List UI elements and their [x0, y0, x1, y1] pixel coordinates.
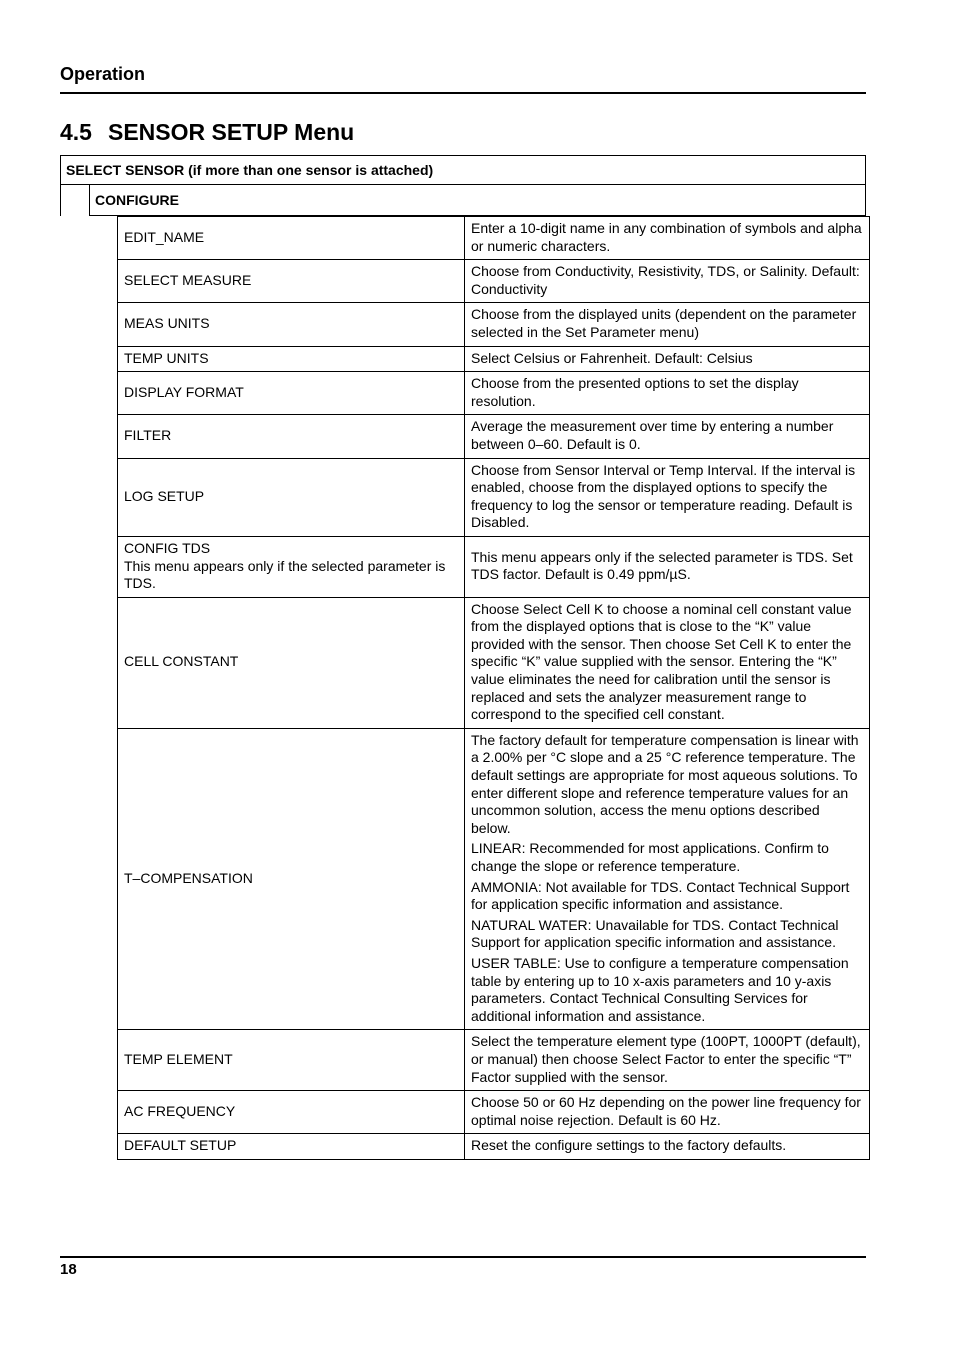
option-name-text: CELL CONSTANT [124, 653, 239, 670]
option-name-text: DEFAULT SETUP [124, 1137, 237, 1154]
option-name-cell [118, 217, 465, 260]
table-row [118, 260, 870, 303]
menu-level-select-sensor: SELECT SENSOR (if more than one sensor is attached) [60, 155, 866, 185]
option-name-text: CONFIG TDS [124, 539, 211, 556]
option-name-cell [118, 728, 465, 1030]
option-description-cell [465, 372, 870, 415]
option-description-cell [465, 217, 870, 260]
menu-level-configure: CONFIGURE [89, 185, 866, 216]
table-row [118, 372, 870, 415]
option-description-cell [465, 415, 870, 458]
table-row [118, 415, 870, 458]
option-description-cell [465, 1030, 870, 1091]
table-row [118, 536, 870, 597]
table-row [118, 217, 870, 260]
option-name-cell [118, 458, 465, 536]
header-rule [60, 92, 866, 94]
option-name-text: FILTER [124, 427, 172, 444]
table-row [118, 597, 870, 728]
option-name-cell [118, 1091, 465, 1134]
option-description-text: Select Celsius or Fahrenheit. Default: Celsius [471, 349, 753, 366]
option-description-text: Choose from Sensor Interval or Temp Interval. If the interval is enabled, choose from the displayed options to specify the frequency to log the sensor or temperature reading. Default is Disabled. [471, 461, 856, 531]
option-description-cell [465, 1134, 870, 1160]
option-description-text: Choose from Conductivity, Resistivity, TDS, or Salinity. Default: Conductivity [471, 263, 860, 297]
footer-rule [60, 1256, 866, 1258]
option-description-text: This menu appears only if the selected parameter is TDS. Set TDS factor. Default is 0.49 ppm/µS. [471, 548, 853, 583]
option-name-cell [118, 260, 465, 303]
option-name-cell [118, 1134, 465, 1160]
option-description-text: Choose Select Cell K to choose a nominal cell constant value from the displayed options that is close to the “K” value provided with the sensor. Then choose Set Cell K to enter the specific “K” value supplied with the sensor. Entering the “K” value eliminates the need for calibration until the sensor is replaced and sets the analyzer measurement range to correspond to the specified cell constant. [471, 600, 852, 723]
option-description-cell [465, 597, 870, 728]
option-name-cell [118, 597, 465, 728]
option-name-text: TEMP UNITS [124, 349, 209, 366]
table-row [118, 346, 870, 372]
option-name-cell [118, 415, 465, 458]
option-description-cell [465, 303, 870, 346]
menu-indent-line [60, 185, 61, 216]
table-row [118, 1134, 870, 1160]
option-name-text: SELECT MEASURE [124, 271, 252, 288]
option-description-text: USER TABLE: Use to configure a temperature compensation table by entering up to 10 x-axis parameters and 10 y-axis parameters. Contact Technical Consulting Services for additional information and assistance. [471, 954, 849, 1024]
option-description-cell [465, 728, 870, 1030]
option-name-text: LOG SETUP [124, 487, 205, 504]
table-row [118, 1091, 870, 1134]
option-name-cell [118, 372, 465, 415]
table-row [118, 303, 870, 346]
section-title-text: SENSOR SETUP Menu [108, 119, 355, 145]
table-row [118, 728, 870, 1030]
option-description-text: LINEAR: Recommended for most applications. Confirm to change the slope or reference temperature. [471, 840, 829, 874]
option-name-text: EDIT_NAME [124, 228, 205, 245]
option-name-text: TEMP ELEMENT [124, 1050, 233, 1067]
section-number: 4.5 [60, 119, 92, 145]
option-description-text: The factory default for temperature compensation is linear with a 2.00% per °C slope and a 25 °C reference temperature. The default settings are appropriate for most aqueous solutions. To enter different slope and reference temperature values for an uncommon solution, access the menu options described below. [471, 731, 859, 836]
option-name-text: AC FREQUENCY [124, 1102, 236, 1119]
option-description-cell [465, 458, 870, 536]
option-name-cell [118, 1030, 465, 1091]
option-description-text: Enter a 10-digit name in any combination of symbols and alpha or numeric characters. [471, 220, 862, 254]
option-description-text: Reset the configure settings to the factory defaults. [471, 1137, 787, 1154]
page-header-title: Operation [60, 64, 146, 84]
option-description-text: Choose from the displayed units (dependent on the parameter selected in the Set Parameter menu) [471, 306, 857, 340]
option-name-cell [118, 346, 465, 372]
option-description-text: Choose from the presented options to set the display resolution. [471, 375, 799, 409]
option-description-cell [465, 346, 870, 372]
option-name-text: T–COMPENSATION [124, 869, 253, 886]
option-description-text: NATURAL WATER: Unavailable for TDS. Contact Technical Support for application specific information and assistance. [471, 916, 839, 951]
option-description-cell [465, 536, 870, 597]
page-number: 18 [60, 1261, 77, 1278]
configure-options-table [117, 216, 870, 1160]
option-name-cell [118, 536, 465, 597]
option-name-cell [118, 303, 465, 346]
option-description-cell [465, 260, 870, 303]
section-heading [60, 119, 354, 146]
option-description-text: AMMONIA: Not available for TDS. Contact Technical Support for application specific information and assistance. [471, 878, 850, 913]
table-row [118, 1030, 870, 1091]
option-description-text: Average the measurement over time by entering a number between 0–60. Default is 0. [471, 418, 834, 452]
option-name-text: This menu appears only if the selected parameter is TDS. [124, 557, 446, 592]
option-description-text: Choose 50 or 60 Hz depending on the power line frequency for optimal noise rejection. Default is 60 Hz. [471, 1094, 861, 1128]
option-name-text: MEAS UNITS [124, 315, 210, 332]
table-row [118, 458, 870, 536]
option-description-cell [465, 1091, 870, 1134]
option-description-text: Select the temperature element type (100PT, 1000PT (default), or manual) then choose Select Factor to enter the specific “T” Factor supplied with the sensor. [471, 1033, 861, 1085]
option-name-text: DISPLAY FORMAT [124, 383, 244, 400]
